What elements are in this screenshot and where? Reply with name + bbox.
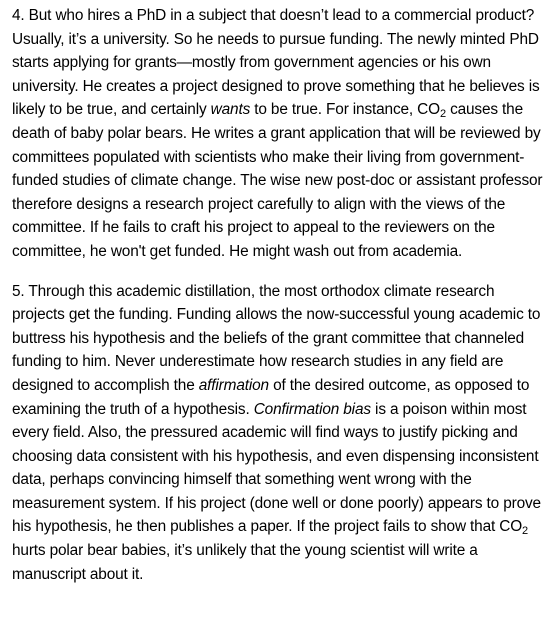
paragraph-4-text-1: 4. But who hires a PhD in a subject that doesn’t lead to a commercial product? Usually, it’s a university. So he needs to pursue funding. The newly minted PhD starts applying for grants—mostly from government agencies or his own university. He creates a project designed to prove something that he believes is likely to be true, and certainly bbox=[12, 7, 540, 119]
paragraph-5-text-3: is a poison within most every field. Also, the pressured academic will find ways to justify picking and choosing data consistent with his hypothesis, and even dispensing inconsistent data, perhaps convincing himself that something went wrong with the measurement system. If his project (done well or done poorly) appears to prove his hypothesis, he then publishes a paper. If the project fails to show that CO bbox=[12, 400, 541, 536]
paragraph-4-emphasis-wants: wants bbox=[210, 101, 251, 119]
paragraph-5-emphasis-affirmation: affirmation bbox=[198, 376, 269, 394]
paragraph-5-text-4: hurts polar bear babies, it’s unlikely that the young scientist will write a manuscript about it. bbox=[12, 542, 478, 583]
paragraph-5-emphasis-confirmation-bias: Confirmation bias bbox=[253, 400, 371, 418]
paragraph-5-text-1: 5. Through this academic distillation, the most orthodox climate research projects get the funding. Funding allows the now-successful young academic to buttress his hypothesis and the beliefs of the grant committee that channeled funding to him. Never underestimate how research studies in any field are designed to accomplish the bbox=[12, 282, 541, 394]
paragraph-5-text-2: of the desired outcome, as opposed to examining the truth of a hypothesis. bbox=[12, 376, 530, 418]
paragraph-5-subscript-2: 2 bbox=[522, 525, 528, 538]
paragraph-4 bbox=[12, 4, 543, 264]
paragraph-4-text-2: to be true. For instance, CO bbox=[250, 101, 440, 119]
paragraph-4-text-3: causes the death of baby polar bears. He writes a grant application that will be reviewed by committees populated with scientists who make their living from government-funded studies of climate change. The wise new post-doc or assistant professor therefore designs a research project carefully to align with the views of the committee. If he fails to craft his project to appeal to the reviewers on the committee, he won't get funded. He might wash out from academia. bbox=[12, 101, 543, 260]
paragraph-5 bbox=[12, 280, 543, 587]
paragraph-4-subscript-2: 2 bbox=[439, 108, 446, 121]
